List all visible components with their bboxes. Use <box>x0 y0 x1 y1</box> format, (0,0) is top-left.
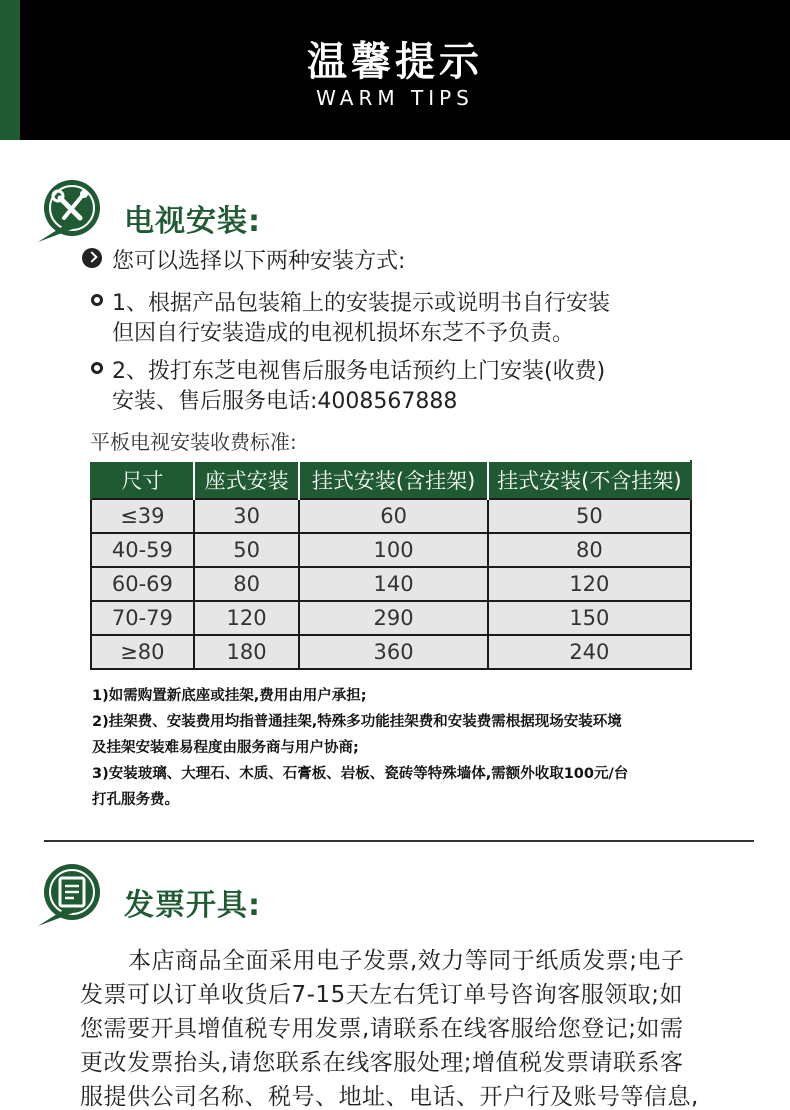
fee-table <box>90 460 692 670</box>
column-header: 座式安装 <box>194 461 300 499</box>
fee-note: 2)挂架费、安装费用均指普通挂架,特殊多功能挂架费和安装费需根据现场安装环境 <box>92 714 622 730</box>
fee-note: 及挂架安装难易程度由服务商与用户协商; <box>92 740 359 756</box>
table-cell: 60 <box>299 499 487 533</box>
install-option2-line2: 安装、售后服务电话:4008567888 <box>112 389 458 414</box>
fee-note: 3)安装玻璃、大理石、木质、石膏板、岩板、瓷砖等特殊墙体,需额外收取100元/台 <box>92 766 629 782</box>
install-intro: 您可以选择以下两种安装方式: <box>112 249 406 274</box>
invoice-section-title: 发票开具: <box>124 888 261 923</box>
table-cell: 30 <box>194 499 300 533</box>
column-header: 挂式安装(含挂架) <box>299 461 487 499</box>
tools-icon <box>36 178 114 244</box>
table-cell: 100 <box>299 533 487 567</box>
page-subtitle: WARM TIPS <box>316 86 474 110</box>
column-header: 挂式安装(不含挂架) <box>488 461 691 499</box>
table-cell: 360 <box>299 635 487 669</box>
invoice-text-line: 更改发票抬头,请您联系在线客服处理;增值税发票请联系客 <box>80 1050 684 1076</box>
table-cell: 290 <box>299 601 487 635</box>
table-cell: 40-59 <box>91 533 194 567</box>
table-cell: 70-79 <box>91 601 194 635</box>
invoice-text-line: 本店商品全面采用电子发票,效力等同于纸质发票;电子 <box>128 948 685 974</box>
section-divider <box>44 840 754 842</box>
fee-note: 1)如需购置新底座或挂架,费用由用户承担; <box>92 688 367 704</box>
ring-bullet-icon <box>91 294 103 306</box>
fee-table-caption: 平板电视安装收费标准: <box>90 430 297 454</box>
invoice-text-line: 您需要开具增值税专用发票,请联系在线客服给您登记;如需 <box>80 1016 684 1042</box>
table-row <box>91 499 691 533</box>
install-section-title: 电视安装: <box>124 204 261 239</box>
table-cell: ≤39 <box>91 499 194 533</box>
invoice-text-line: 发票可以订单收货后7-15天左右凭订单号咨询客服领取;如 <box>80 982 683 1008</box>
install-option1-line2: 但因自行安装造成的电视机损坏东芝不予负责。 <box>112 321 575 346</box>
install-option2-line1: 2、拨打东芝电视售后服务电话预约上门安装(收费) <box>112 359 606 384</box>
table-cell: 80 <box>488 533 691 567</box>
fee-note: 打孔服务费。 <box>92 792 179 808</box>
table-cell: 50 <box>194 533 300 567</box>
table-row <box>91 567 691 601</box>
table-cell: 50 <box>488 499 691 533</box>
install-option1-line1: 1、根据产品包装箱上的安装提示或说明书自行安装 <box>112 291 610 316</box>
fee-table-header-row <box>91 461 691 499</box>
table-cell: 120 <box>194 601 300 635</box>
table-cell: 240 <box>488 635 691 669</box>
table-cell: 140 <box>299 567 487 601</box>
table-cell: 180 <box>194 635 300 669</box>
page-title: 温馨提示 <box>307 39 483 85</box>
table-row <box>91 533 691 567</box>
ring-bullet-icon <box>91 362 103 374</box>
header-banner <box>0 0 790 140</box>
table-cell: 80 <box>194 567 300 601</box>
invoice-icon <box>36 862 114 928</box>
arrow-bullet-icon <box>82 248 102 268</box>
table-cell: 150 <box>488 601 691 635</box>
table-row <box>91 635 691 669</box>
table-cell: ≥80 <box>91 635 194 669</box>
table-cell: 120 <box>488 567 691 601</box>
table-row <box>91 601 691 635</box>
table-cell: 60-69 <box>91 567 194 601</box>
invoice-text-line: 服提供公司名称、税号、地址、电话、开户行及账号等信息, <box>80 1084 699 1110</box>
column-header: 尺寸 <box>91 461 194 499</box>
